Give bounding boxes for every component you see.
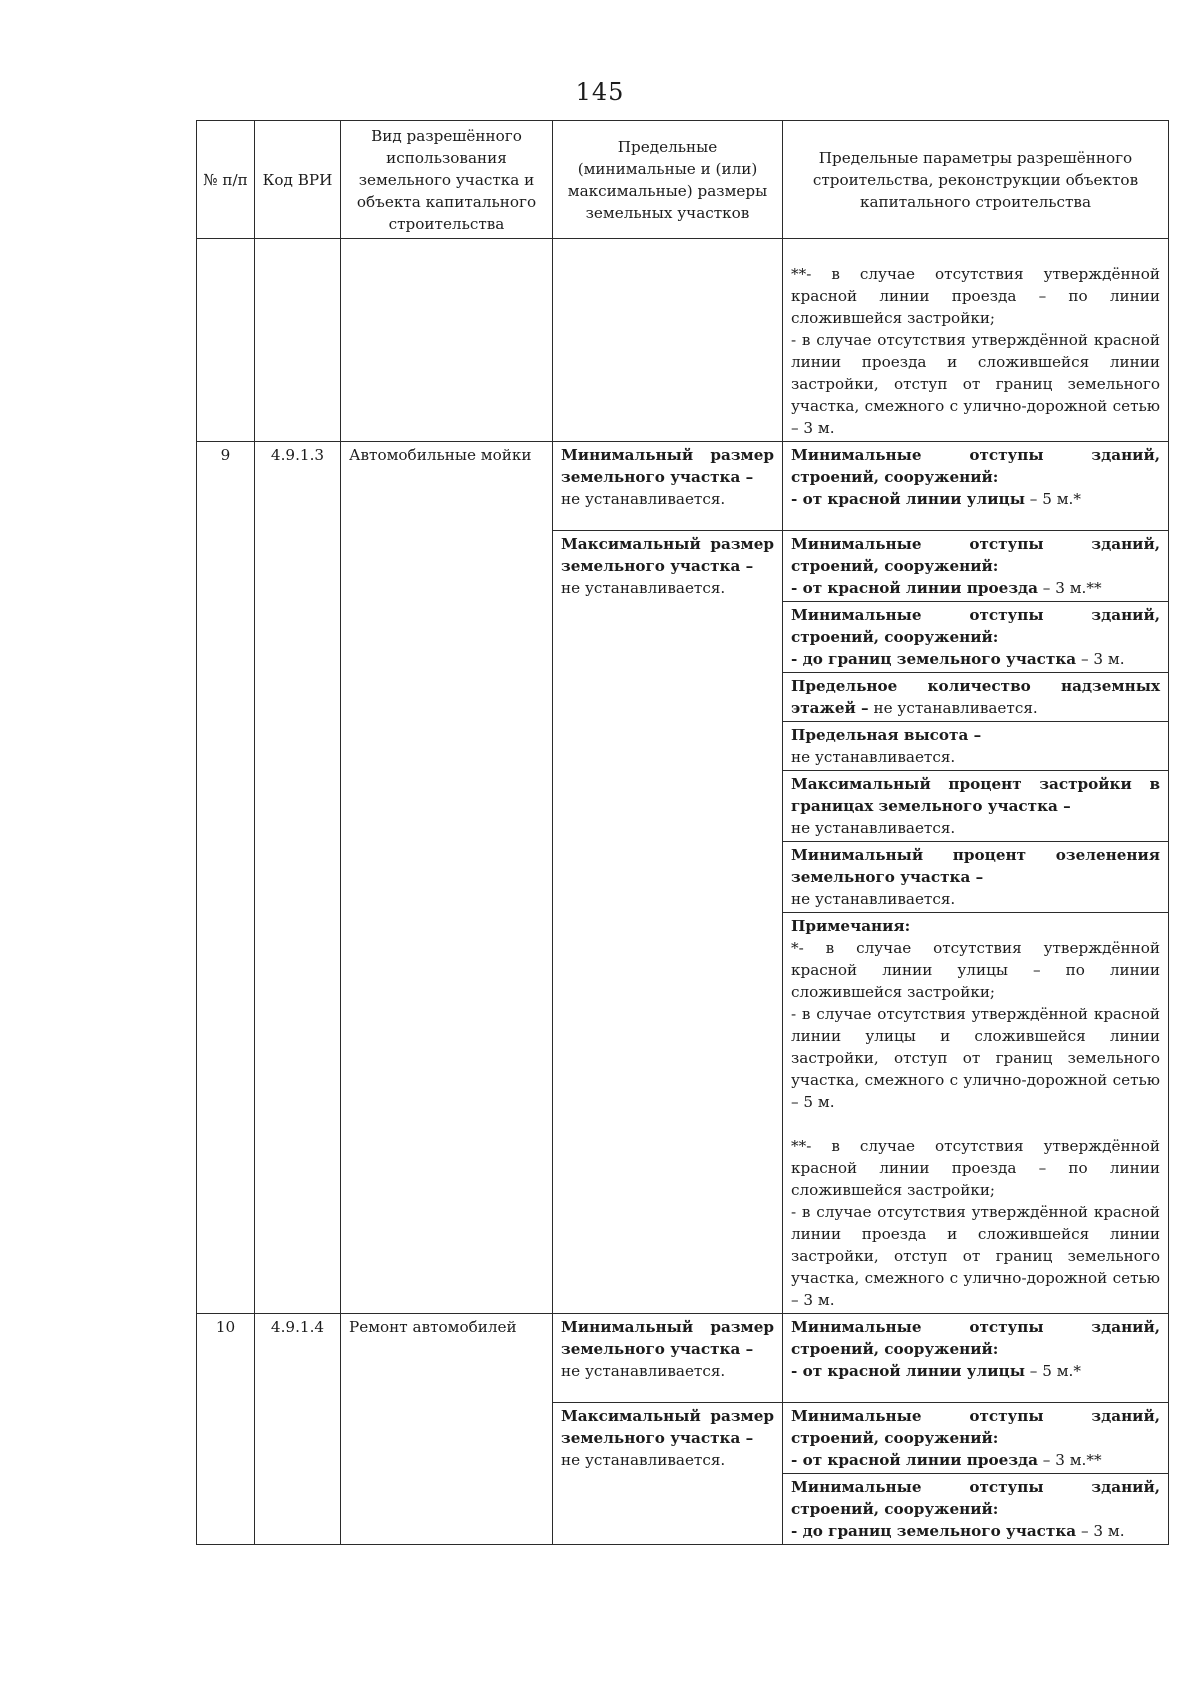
row9-p7-label: Минимальный процент озеленения земельного участка – (791, 846, 1160, 886)
row9-max-size-value: не устанавливается. (561, 579, 726, 597)
table-row-9 (197, 442, 1169, 531)
row9-max-size (553, 531, 783, 1314)
row10-p2-tail: – 3 м.** (1037, 1451, 1102, 1469)
cont-note-1: **- в случае отсутствия утверждённой красной линии проезда – по линии сложившейся застройки; (791, 265, 1160, 327)
cont-note-2: - в случае отсутствия утверждённой красной линии проезда и сложившейся линии застройки, отступ от границ земельного участка, смежного с улично-дорожной сетью – 3 м. (791, 331, 1160, 437)
row9-name: Автомобильные мойки (341, 442, 553, 1314)
row9-p1-tail: – 5 м.* (1024, 490, 1081, 508)
row10-p2-label: Минимальные отступы зданий, строений, сооружений: (791, 1407, 1160, 1447)
cont-num (197, 239, 255, 442)
continuation-row (197, 239, 1169, 442)
row10-param-1 (783, 1314, 1169, 1403)
row10-p1-label: Минимальные отступы зданий, строений, сооружений: (791, 1318, 1160, 1358)
row9-note-3: **- в случае отсутствия утверждённой красной линии проезда – по линии сложившейся застройки; (791, 1137, 1160, 1199)
row10-max-size-label: Максимальный размер земельного участка – (561, 1407, 774, 1447)
row9-p2-tail: – 3 м.** (1037, 579, 1102, 597)
row9-param-7 (783, 842, 1169, 913)
row9-param-3 (783, 602, 1169, 673)
row9-param-5 (783, 722, 1169, 771)
row9-p2-value: - от красной линии проезда (791, 579, 1038, 597)
row9-param-1 (783, 442, 1169, 531)
row10-max-size (553, 1403, 783, 1545)
row9-param-2 (783, 531, 1169, 602)
row9-min-size-label: Минимальный размер земельного участка – (561, 446, 774, 486)
row9-note-1: *- в случае отсутствия утверждённой красной линии улицы – по линии сложившейся застройки; (791, 939, 1160, 1001)
header-size: Предельные (минимальные и (или) максимальные) размеры земельных участков (553, 121, 783, 239)
row9-p4-value: не устанавливается. (868, 699, 1038, 717)
row9-min-size-value: не устанавливается. (561, 490, 726, 508)
header-row (197, 121, 1169, 239)
row9-p6-label: Максимальный процент застройки в границах земельного участка – (791, 775, 1160, 815)
row10-p2-value: - от красной линии проезда (791, 1451, 1038, 1469)
cont-notes (783, 239, 1169, 442)
cont-size (553, 239, 783, 442)
row9-p1-label: Минимальные отступы зданий, строений, сооружений: (791, 446, 1160, 486)
row9-p3-tail: – 3 м. (1076, 650, 1125, 668)
row9-p3-label: Минимальные отступы зданий, строений, сооружений: (791, 606, 1160, 646)
row10-num: 10 (197, 1314, 255, 1545)
row9-p5-value: не устанавливается. (791, 748, 956, 766)
row9-p6-value: не устанавливается. (791, 819, 956, 837)
row9-code: 4.9.1.3 (255, 442, 341, 1314)
row9-param-4 (783, 673, 1169, 722)
header-num: № п/п (197, 121, 255, 239)
row10-code: 4.9.1.4 (255, 1314, 341, 1545)
row9-note-2: - в случае отсутствия утверждённой красной линии улицы и сложившейся линии застройки, отступ от границ земельного участка, смежного с улично-дорожной сетью – 5 м. (791, 1005, 1160, 1111)
row9-p2-label: Минимальные отступы зданий, строений, сооружений: (791, 535, 1160, 575)
row9-num: 9 (197, 442, 255, 1314)
row10-min-size-label: Минимальный размер земельного участка – (561, 1318, 774, 1358)
row9-param-6 (783, 771, 1169, 842)
row9-note-4: - в случае отсутствия утверждённой красной линии проезда и сложившейся линии застройки, отступ от границ земельного участка, смежного с улично-дорожной сетью – 3 м. (791, 1203, 1160, 1309)
row10-p1-tail: – 5 м.* (1024, 1362, 1081, 1380)
cont-code (255, 239, 341, 442)
row10-param-3 (783, 1474, 1169, 1545)
row10-p3-value: - до границ земельного участка (791, 1522, 1077, 1540)
regulations-table (196, 120, 1169, 1545)
row10-max-size-value: не устанавливается. (561, 1451, 726, 1469)
row9-p3-value: - до границ земельного участка (791, 650, 1077, 668)
row9-notes-label: Примечания: (791, 917, 911, 935)
row10-p3-label: Минимальные отступы зданий, строений, сооружений: (791, 1478, 1160, 1518)
row9-p1-value: - от красной линии улицы (791, 490, 1025, 508)
page-number: 145 (575, 78, 625, 106)
row10-min-size (553, 1314, 783, 1403)
header-type: Вид разрешённого использования земельного участка и объекта капитального строительства (341, 121, 553, 239)
row9-p4-label: Предельное количество надземных этажей – (791, 677, 1160, 717)
row9-min-size (553, 442, 783, 531)
header-params: Предельные параметры разрешённого строительства, реконструкции объектов капитального строительства (783, 121, 1169, 239)
header-code: Код ВРИ (255, 121, 341, 239)
row10-param-2 (783, 1403, 1169, 1474)
row10-min-size-value: не устанавливается. (561, 1362, 726, 1380)
row10-p3-tail: – 3 м. (1076, 1522, 1125, 1540)
row9-max-size-label: Максимальный размер земельного участка – (561, 535, 774, 575)
row10-name: Ремонт автомобилей (341, 1314, 553, 1545)
table-row-10 (197, 1314, 1169, 1403)
row9-p5-label: Предельная высота – (791, 726, 982, 744)
cont-type (341, 239, 553, 442)
row9-notes (783, 913, 1169, 1314)
row10-p1-value: - от красной линии улицы (791, 1362, 1025, 1380)
row9-p7-value: не устанавливается. (791, 890, 956, 908)
